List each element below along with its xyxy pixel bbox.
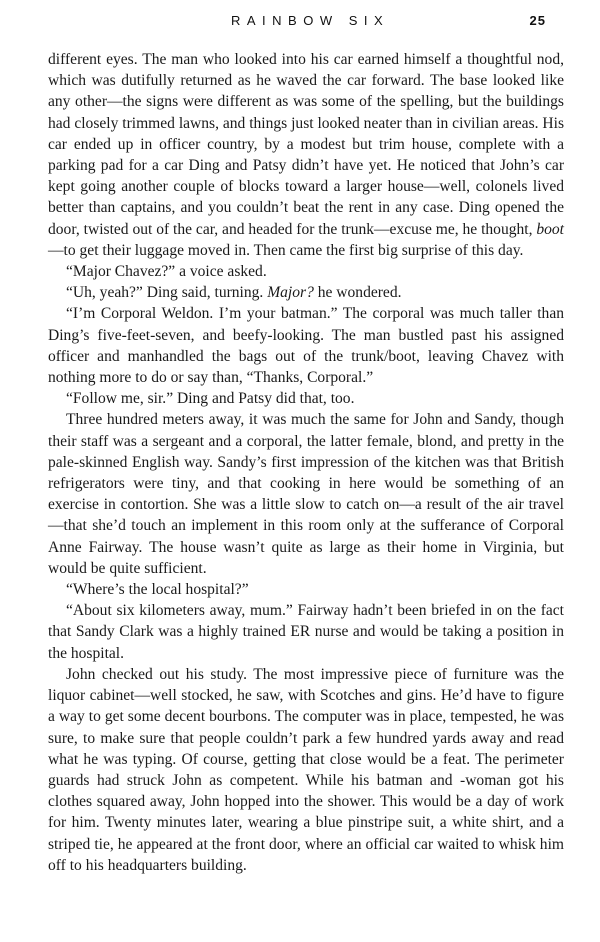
running-title: RAINBOW SIX [231, 13, 390, 28]
paragraph [48, 579, 564, 600]
italic-text: boot [536, 220, 564, 238]
running-header [0, 13, 600, 35]
paragraph [48, 303, 564, 388]
paragraph-text: “About six kilometers away, mum.” Fairway hadn’t been briefed in on the fact that Sandy Clark was a highly trained ER nurse and would be taking a position in the hospital. [48, 602, 564, 662]
paragraph-text: —to get their luggage moved in. Then came the first big surprise of this day. [48, 241, 524, 259]
paragraph [48, 409, 564, 579]
paragraph-text: John checked out his study. The most impressive piece of furniture was the liquor cabinet—well stocked, he saw, with Scotches and gins. He’d have to figure a way to get some decent bourbons. The computer was in place, tempested, he was sure, to make sure that people couldn’t park a few hundred yards away and read what he was typing. Of course, getting that close would be a feat. The perimeter guards had struck John as competent. While his batman and -woman got his clothes squared away, John hopped into the shower. This would be a day of work for him. Twenty minutes later, wearing a blue pinstripe suit, a white shirt, and a striped tie, he appeared at the front door, where an official car waited to whisk him off to his headquarters building. [48, 665, 564, 874]
paragraph-text: Three hundred meters away, it was much the same for John and Sandy, though their staff was a sergeant and a corporal, the latter female, blond, and pretty in the pale-skinned English way. Sandy’s first impression of the kitchen was that British refrigerators were tiny, and that cooking in here would be something of an exercise in contortion. She was a little slow to catch on—a result of the air travel—that she’d touch an implement in this room only at the sufferance of Corporal Anne Fairway. The house wasn’t quite as large as their home in Virginia, but would be quite sufficient. [48, 411, 564, 577]
paragraph-text: “Uh, yeah?” Ding said, turning. [66, 284, 268, 302]
paragraph [48, 261, 564, 282]
page-number: 25 [529, 13, 546, 28]
paragraph-text: different eyes. The man who looked into his car earned himself a thoughtful nod, which was dutifully returned as he waved the car forward. The base looked like any other—the signs were different as was some of the spelling, but the buildings had closely trimmed lawns, and things just looked neater than in civilian areas. His car ended up in officer country, by a modest but trim house, complete with a parking pad for a car Ding and Patsy didn’t have yet. He noticed that John’s car kept going another couple of blocks toward a larger house—well, colonels lived better than captains, and you couldn’t beat the rent in any case. Ding opened the door, twisted out of the car, and headed for the trunk—excuse me, he thought, [48, 51, 564, 238]
paragraph-text: “Where’s the local hospital?” [66, 581, 249, 599]
paragraph [48, 664, 564, 876]
paragraph-text: “Follow me, sir.” Ding and Patsy did that, too. [66, 390, 355, 408]
paragraph [48, 388, 564, 409]
paragraph-text: he wondered. [313, 284, 402, 302]
paragraph-text: “I’m Corporal Weldon. I’m your batman.” The corporal was much taller than Ding’s five-feet-seven, and beefy-looking. The man bustled past his assigned officer and manhandled the bags out of the trunk/boot, leaving Chavez with nothing more to do or say than, “Thanks, Corporal.” [48, 305, 564, 387]
paragraph-text: “Major Chavez?” a voice asked. [66, 263, 267, 281]
paragraph [48, 282, 564, 303]
paragraph [48, 49, 564, 261]
paragraph [48, 600, 564, 664]
italic-text: Major? [267, 284, 314, 302]
body-text [48, 49, 564, 876]
